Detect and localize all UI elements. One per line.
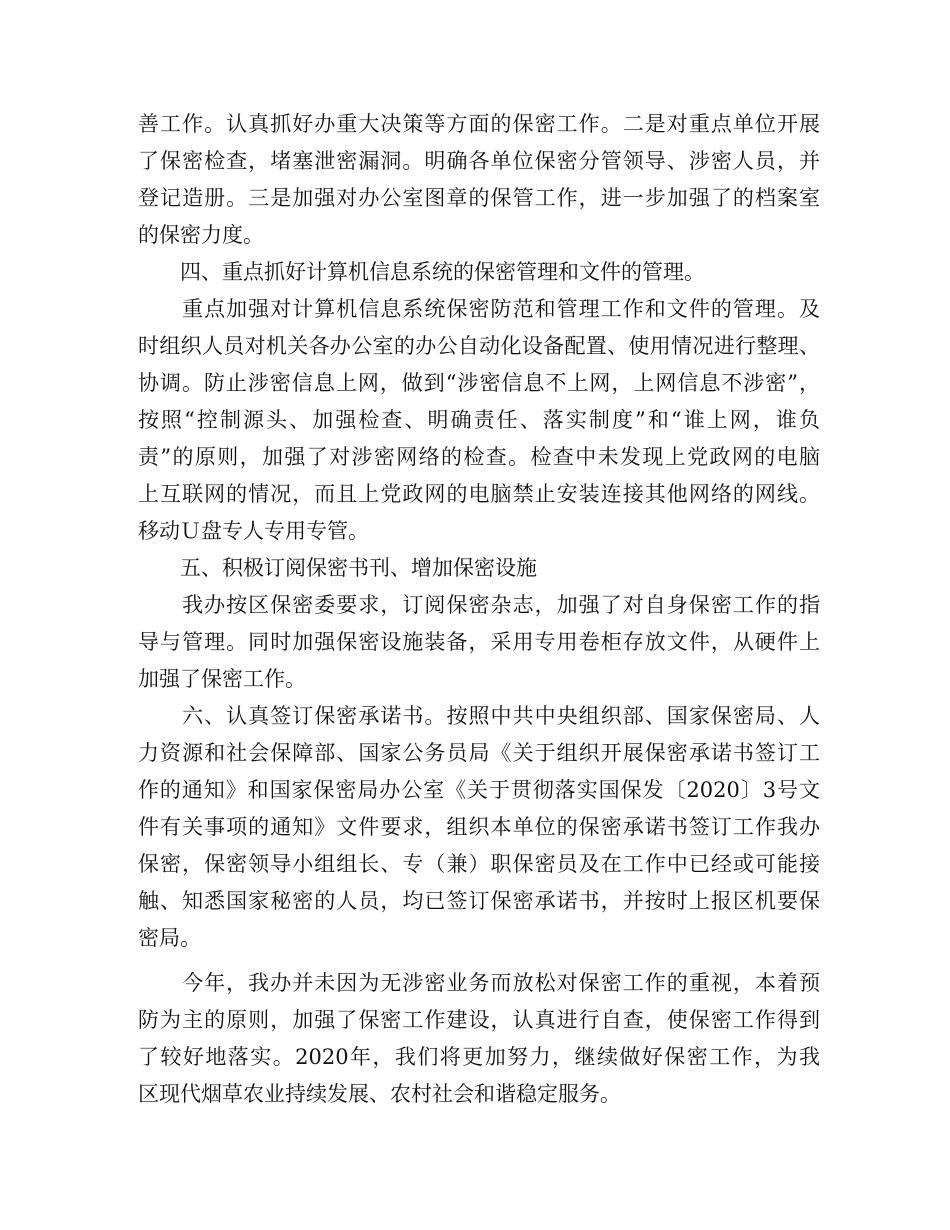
text-line: 登记造册。三是加强对办公室图章的保管工作，进一步加强了的档案室 [138,186,820,210]
text-line: 今年，我办并未因为无涉密业务而放松对保密工作的重视，本着预 [138,971,820,995]
text-line: 五、积极订阅保密书刊、增加保密设施 [138,556,537,580]
document-body [138,106,820,1113]
text-line: 区现代烟草农业持续发展、农村社会和谐稳定服务。 [138,1082,621,1106]
text-line: 密局。 [138,926,201,950]
text-line: 触、知悉国家秘密的人员，均已签订保密承诺书，并按时上报区机要保 [138,889,820,913]
text-line: 移动Ｕ盘专人专用专管。 [138,519,369,543]
text-line: 导与管理。同时加强保密设施装备，采用专用卷柜存放文件，从硬件上 [138,630,820,654]
paragraph-gap [138,957,820,965]
text-line: 保密，保密领导小组组长、专（兼）职保密员及在工作中已经或可能接 [138,852,820,876]
text-line: 了保密检查，堵塞泄密漏洞。明确各单位保密分管领导、涉密人员，并 [138,149,820,173]
text-line: 了较好地落实。2020年，我们将更加努力，继续做好保密工作，为我 [138,1045,820,1069]
text-line: 按照“控制源头、加强检查、明确责任、落实制度”和“谁上网，谁负 [138,408,820,432]
text-line: 重点加强对计算机信息系统保密防范和管理工作和文件的管理。及 [138,297,820,321]
text-line: 防为主的原则，加强了保密工作建设，认真进行自查，使保密工作得到 [138,1008,820,1032]
text-line: 协调。防止涉密信息上网，做到“涉密信息不上网，上网信息不涉密”， [138,371,820,395]
text-line: 善工作。认真抓好办重大决策等方面的保密工作。二是对重点单位开展 [138,112,820,136]
text-line: 作的通知》和国家保密局办公室《关于贯彻落实国保发〔2020〕3号文 [138,778,820,802]
text-line: 时组织人员对机关各办公室的办公自动化设备配置、使用情况进行整理、 [138,334,820,358]
text-line: 的保密力度。 [138,223,264,247]
text-line: 力资源和社会保障部、国家公务员局《关于组织开展保密承诺书签订工 [138,741,820,765]
text-line: 上互联网的情况，而且上党政网的电脑禁止安装连接其他网络的网线。 [138,482,820,506]
text-line: 我办按区保密委要求，订阅保密杂志，加强了对自身保密工作的指 [138,593,820,617]
text-line: 责”的原则，加强了对涉密网络的检查。检查中未发现上党政网的电脑 [138,445,820,469]
text-line: 加强了保密工作。 [138,667,306,691]
text-line: 六、认真签订保密承诺书。按照中共中央组织部、国家保密局、人 [138,704,820,728]
text-line: 件有关事项的通知》文件要求，组织本单位的保密承诺书签订工作我办 [138,815,820,839]
text-line: 四、重点抓好计算机信息系统的保密管理和文件的管理。 [138,260,705,284]
